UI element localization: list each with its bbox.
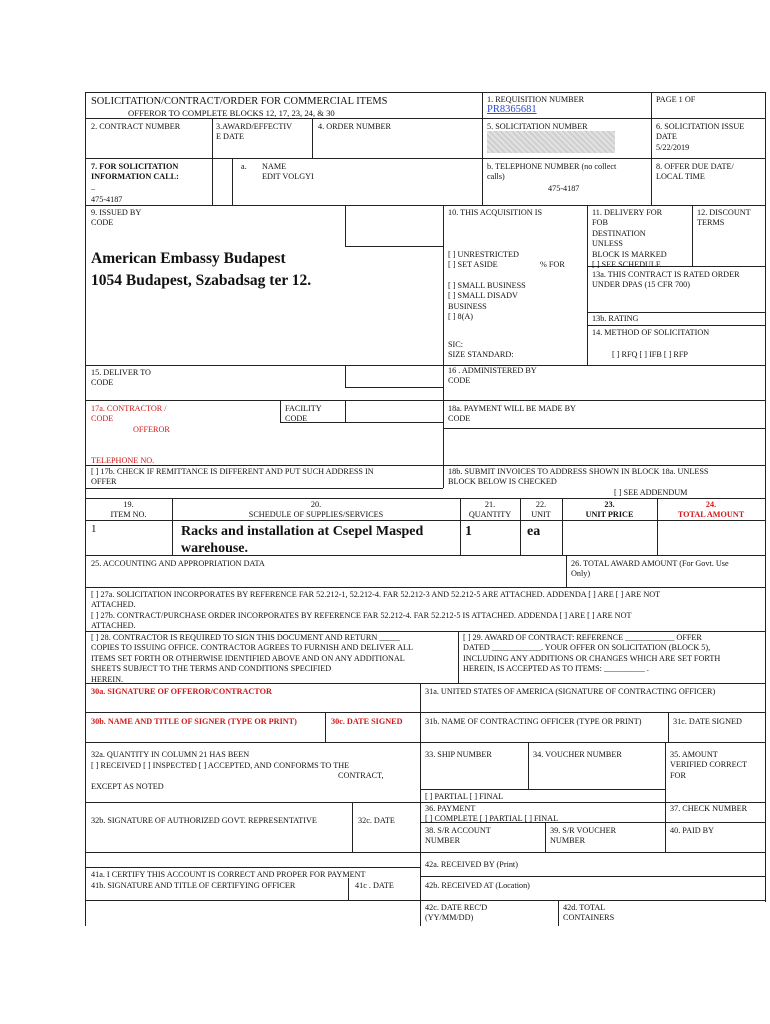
block41a-label: 41a. I CERTIFY THIS ACCOUNT IS CORRECT AND PROPER FOR PAYMENT: [91, 870, 366, 879]
block41b-label: 41b. SIGNATURE AND TITLE OF CERTIFYING OFFICER: [91, 881, 296, 890]
issuer-name: American Embassy Budapest: [91, 250, 286, 267]
facility-code: FACILITY CODE: [285, 404, 322, 424]
block18a-label: 18a. PAYMENT WILL BE MADE BY CODE: [448, 404, 576, 424]
block27a-text: [ ] 27a. SOLICITATION INCORPORATES BY REFERENCE FAR 52.212-1, 52.212-4. FAR 52.212-3 AND 52.212-5 ARE ATTACHED. ADDENDA [ ] ARE [ ] ARE NOT ATTACHED.: [91, 590, 661, 610]
block5-label: 5. SOLICITATION NUMBER: [487, 122, 588, 131]
block42c-label: 42c. DATE REC'D (YY/MM/DD): [425, 903, 488, 923]
block13b-label: 13b. RATING: [592, 314, 639, 323]
block11-label: 11. DELIVERY FOR FOB DESTINATION UNLESS BLOCK IS MARKED [ ] SEE SCHEDULE: [592, 208, 667, 270]
issuer-address: 1054 Budapest, Szabadsag ter 12.: [91, 272, 312, 289]
item-number: 1: [91, 523, 97, 535]
block1-label: 1. REQUISITION NUMBER: [487, 95, 585, 104]
block32c-label: 32c. DATE: [358, 816, 395, 825]
block2-label: 2. CONTRACT NUMBER: [91, 122, 181, 131]
block35-label: 35. AMOUNT VERIFIED CORRECT FOR: [670, 750, 748, 780]
col-total-amount: 24. TOTAL AMOUNT: [677, 500, 745, 520]
item-unit: ea: [527, 524, 541, 539]
block18b-label: 18b. SUBMIT INVOICES TO ADDRESS SHOWN IN BLOCK 18a. UNLESS BLOCK BELOW IS CHECKED: [448, 467, 709, 487]
block31b-label: 31b. NAME OF CONTRACTING OFFICER (TYPE OR PRINT): [425, 717, 642, 726]
col-unit: 22. UNIT: [531, 500, 551, 520]
block7a-label: a.: [241, 162, 247, 171]
block30b-label: 30b. NAME AND TITLE OF SIGNER (TYPE OR PRINT): [91, 717, 297, 726]
item-quantity: 1: [465, 524, 472, 539]
block17a-offeror: OFFEROR: [133, 425, 170, 434]
block41c-label: 41c . DATE: [355, 881, 394, 890]
item-description: Racks and installation at Csepel Masped warehouse.: [181, 524, 424, 556]
offeror-complete-note: OFFEROR TO COMPLETE BLOCKS 12, 17, 23, 24, & 30: [128, 108, 335, 118]
block3-label: 3.AWARD/EFFECTIV E DATE: [216, 122, 292, 142]
acquisition-small-business: [ ] SMALL BUSINESS [ ] SMALL DISADV BUSINESS [ ] 8(A): [448, 281, 526, 322]
block12-label: 12. DISCOUNT TERMS: [697, 208, 751, 228]
block33-label: 33. SHIP NUMBER: [425, 750, 492, 759]
block32a-label: 32a. QUANTITY IN COLUMN 21 HAS BEEN: [91, 750, 250, 759]
see-addendum: [ ] SEE ADDENDUM: [614, 488, 688, 497]
solicitation-number-shade: [487, 131, 615, 153]
block32a-options: [ ] RECEIVED [ ] INSPECTED [ ] ACCEPTED, AND CONFORMS TO THE: [91, 761, 350, 770]
block32a-contract: CONTRACT,: [338, 771, 384, 780]
block13a-label: 13a. THIS CONTRACT IS RATED ORDER UNDER DPAS (15 CFR 700): [592, 270, 740, 290]
block29-text: [ ] 29. AWARD OF CONTRACT: REFERENCE ____________ OFFER DATED ____________. YOUR OFFER ON SOLICITATION (BLOCK 5), INCLUDING ANY ADDITIONS OR CHANGES WHICH ARE SET FORTH HEREIN, IS ACCEPTED AS TO ITEMS: __________ .: [463, 633, 721, 674]
block38-label: 38. S/R ACCOUNT NUMBER: [425, 826, 491, 846]
col-unit-price: 23. UNIT PRICE: [585, 500, 634, 520]
block16-label: 16 . ADMINISTERED BY CODE: [448, 366, 537, 386]
block30c-label: 30c. DATE SIGNED: [331, 717, 403, 726]
block26-label: 26. TOTAL AWARD AMOUNT (For Govt. Use Only): [571, 559, 729, 579]
acquisition-percent: % FOR: [540, 260, 565, 269]
issue-date: 5/22/2019: [656, 143, 690, 152]
sic-size-standard: SIC: SIZE STANDARD:: [448, 340, 514, 360]
page-label: PAGE 1 OF: [656, 95, 696, 104]
block7b-label: b. TELEPHONE NUMBER (no collect calls): [487, 162, 617, 182]
block32a-except: EXCEPT AS NOTED: [91, 782, 164, 791]
block6-label: 6. SOLICITATION ISSUE DATE: [656, 122, 745, 142]
block14-label: 14. METHOD OF SOLICITATION: [592, 328, 710, 337]
partial-final-options: [ ] PARTIAL [ ] FINAL: [425, 792, 504, 801]
block42b-label: 42b. RECEIVED AT (Location): [425, 881, 530, 890]
form-title: SOLICITATION/CONTRACT/ORDER FOR COMMERCIAL ITEMS: [91, 96, 388, 107]
telephone-number: 475-4187: [548, 184, 580, 193]
contact-name: NAME EDIT VOLGYI: [262, 162, 314, 182]
block40-label: 40. PAID BY: [670, 826, 715, 835]
block39-label: 39. S/R VOUCHER NUMBER: [550, 826, 617, 846]
block42d-label: 42d. TOTAL CONTAINERS: [563, 903, 615, 923]
col-quantity: 21. QUANTITY: [468, 500, 512, 520]
block7-label: 7. FOR SOLICITATION INFORMATION CALL:: [91, 162, 179, 182]
block25-label: 25. ACCOUNTING AND APPROPRIATION DATA: [91, 559, 265, 568]
block31a-label: 31a. UNITED STATES OF AMERICA (SIGNATURE OF CONTRACTING OFFICER): [425, 687, 716, 696]
block10-label: 10. THIS ACQUISITION IS: [448, 208, 543, 217]
block7-phone: 475-4187: [91, 195, 123, 204]
acquisition-unrestricted: [ ] UNRESTRICTED [ ] SET ASIDE: [448, 250, 519, 270]
requisition-number-link[interactable]: PR8365681: [487, 104, 537, 115]
block36-options: [ ] COMPLETE [ ] PARTIAL [ ] FINAL: [425, 814, 559, 823]
block9-label: 9. ISSUED BY CODE: [91, 208, 142, 228]
telephone-no-label: TELEPHONE NO.: [91, 456, 155, 465]
block28-text: [ ] 28. CONTRACTOR IS REQUIRED TO SIGN THIS DOCUMENT AND RETURN _____ COPIES TO ISSUING OFFICE. CONTRACTOR AGREES TO FURNISH AND DELIVER ALL ITEMS SET FORTH OR OTHERWISE IDENTIFIED ABOVE AND ON ANY ADDITIONAL SHEETS SUBJECT TO THE TERMS AND CONDITIONS SPECIFIED HEREIN.: [91, 633, 414, 684]
col-schedule: 20. SCHEDULE OF SUPPLIES/SERVICES: [248, 500, 384, 520]
block30a-label: 30a. SIGNATURE OF OFFEROR/CONTRACTOR: [91, 687, 272, 696]
block4-label: 4. ORDER NUMBER: [318, 122, 392, 131]
block34-label: 34. VOUCHER NUMBER: [533, 750, 622, 759]
block15-label: 15. DELIVER TO CODE: [91, 368, 151, 388]
block32b-label: 32b. SIGNATURE OF AUTHORIZED GOVT. REPRESENTATIVE: [91, 816, 317, 825]
block42a-label: 42a. RECEIVED BY (Print): [425, 860, 518, 869]
col-item-no: 19. ITEM NO.: [110, 500, 147, 520]
block36-label: 36. PAYMENT: [425, 804, 476, 813]
block17a-label: 17a. CONTRACTOR / CODE: [91, 404, 167, 424]
block37-label: 37. CHECK NUMBER: [670, 804, 748, 813]
block31c-label: 31c. DATE SIGNED: [673, 717, 742, 726]
block17b-label: [ ] 17b. CHECK IF REMITTANCE IS DIFFERENT AND PUT SUCH ADDRESS IN OFFER: [91, 467, 374, 487]
block27b-text: [ ] 27b. CONTRACT/PURCHASE ORDER INCORPORATES BY REFERENCE FAR 52.212-4. FAR 52.212-5 IS ATTACHED. ADDENDA [ ] ARE [ ] ARE NOT ATTACHED.: [91, 611, 632, 631]
block8-label: 8. OFFER DUE DATE/ LOCAL TIME: [656, 162, 734, 182]
block7-dash: –: [91, 184, 96, 193]
solicitation-method-options: [ ] RFQ [ ] IFB [ ] RFP: [612, 350, 688, 359]
